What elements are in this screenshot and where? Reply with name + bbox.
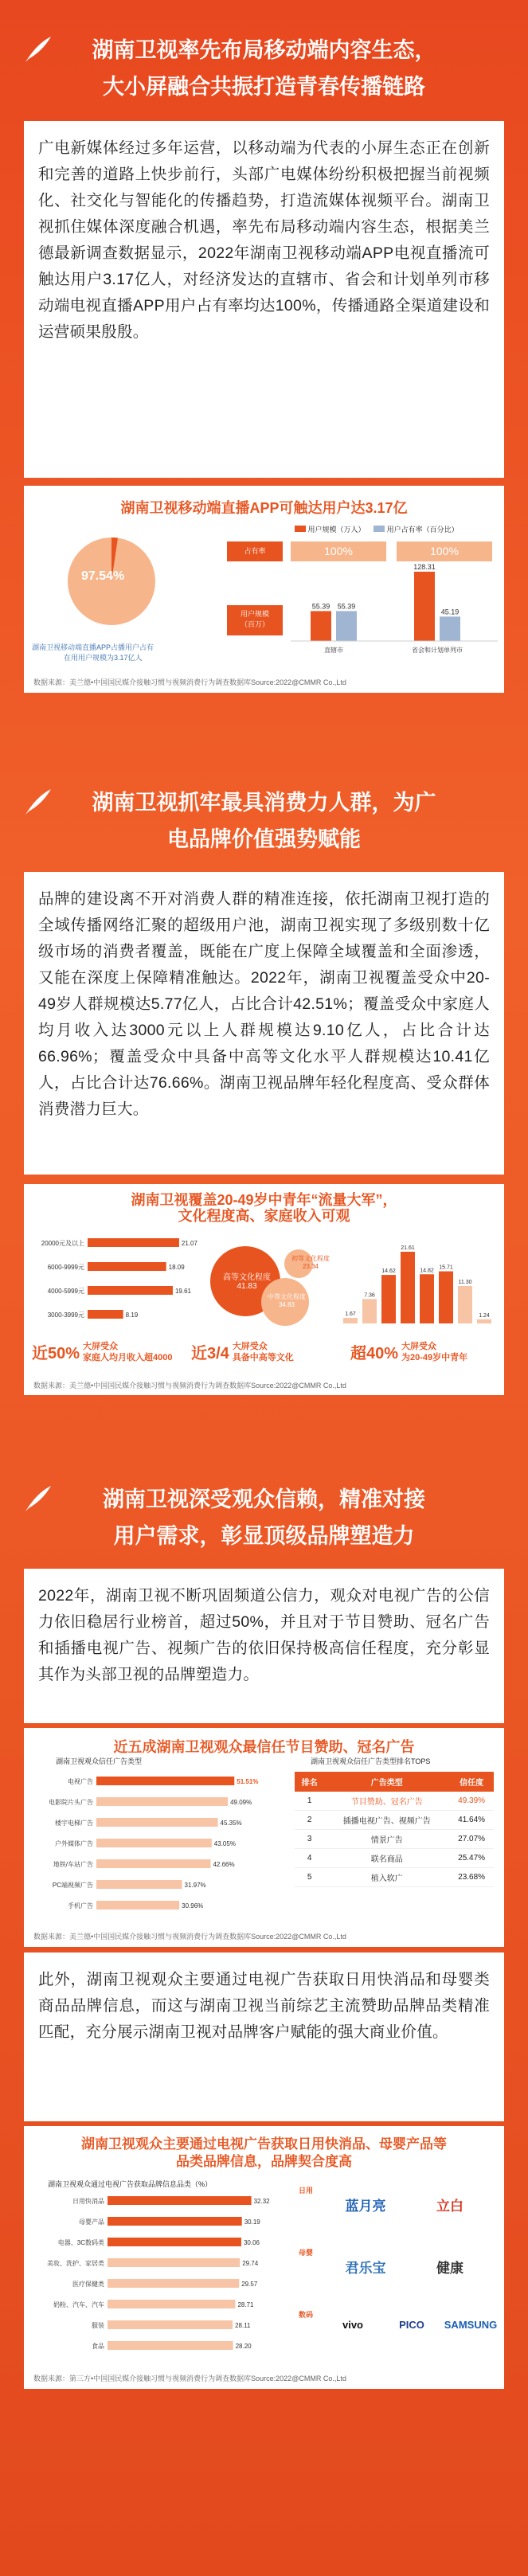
trust-label: 手机广告 [68,1902,93,1910]
category-value: 32.32 [253,2198,270,2205]
income-label: 4000-5999元 [47,1288,84,1295]
pct-b: 100% [397,541,492,561]
pie-value: 97.54% [81,569,125,583]
bubble-small: 初等文化程度 23.34 [291,1255,330,1270]
category-value: 28.11 [235,2322,251,2329]
panel-2-source: 数据来源：美兰德•中国国民媒介接触习惯与视频消费行为调查数据库Source:2022@CMMR Co.,Ltd [33,1382,346,1390]
panel-3-title: 近五成湖南卫视观众最信任节目赞助、冠名广告 [113,1739,415,1755]
age-bar [458,1286,472,1323]
big-label-number: 近3/4 [191,1345,229,1362]
table-cell: 节目赞助、冠名广告 [324,1792,449,1811]
income-bar [88,1310,123,1319]
table-cell: 植入软广 [324,1868,449,1887]
category-bar [108,2300,235,2308]
age-bar [439,1272,453,1323]
trust-label: 楼宇电梯广告 [55,1820,93,1827]
trust-value: 31.97% [184,1882,206,1889]
th-trust: 信任度 [449,1772,494,1792]
trust-bar [96,1839,212,1847]
brand-logo: 蓝月亮 [345,2199,386,2214]
income-label: 20000元及以上 [41,1240,84,1247]
trust-value: 49.09% [230,1799,252,1806]
age-value: 14.82 [420,1268,434,1274]
brand-logo: SAMSUNG [444,2319,498,2331]
big-label-number: 近50% [32,1345,80,1362]
panel-mobile-reach [24,486,504,693]
users-group-label: 直辖市 [324,647,343,654]
age-value: 11.30 [458,1279,472,1285]
table-cell: 49.39% [449,1792,494,1811]
income-bar [88,1238,179,1247]
big-label [350,1340,506,1363]
brand-logo: vivo [342,2319,363,2331]
panel-4-source: 数据来源：第三方•中国国民媒介接触习惯与视频消费行为调查数据库Source:2022@CMMR Co.,Ltd [33,2375,346,2383]
category-bar [108,2341,233,2350]
section-1-paragraph: 广电新媒体经过多年运营，以移动端为代表的小屏生态正在创新和完善的道路上快步前行，头部广电媒体纷纷积极把握当前视频化、社交化与智能化的传播趋势，打造流媒体视频平台。湖南卫视抓住媒体深度融合机遇，率先布局移动端内容生态，根据美兰德最新调查数据显示，2022年湖南卫视移动端APP电视直播流可触达用户3.17亿人，对经济发达的直辖市、省会和计划单列市移动端电视直播APP用户占有率均达100%，传播通路全渠道建设和运营硕果殷殷。 [38,139,490,341]
pct-a: 100% [291,541,386,561]
table-cell: 41.64% [449,1811,494,1830]
category-bar [108,2217,242,2226]
category-bar [108,2258,240,2267]
panel-categories [24,2126,504,2389]
table-row [295,1830,494,1849]
th-rank: 排名 [295,1772,324,1792]
trust-value: 42.66% [213,1861,235,1868]
users-bar [440,616,460,641]
brand-logo: PICO [399,2319,424,2331]
brand-logo: 健康 [436,2261,463,2276]
age-value: 21.61 [401,1245,415,1251]
age-bar [343,1318,358,1323]
brand-tag: 母婴 [299,2249,314,2257]
big-label-text: 大屏受众 家庭人均月收入超4000 [83,1341,173,1362]
users-bar-value: 128.31 [413,562,436,571]
category-label: 母婴产品 [79,2218,104,2226]
age-value: 14.62 [381,1268,396,1275]
panel-1-source: 数据来源：美兰德•中国国民媒介接触习惯与视频消费行为调查数据库Source:2022@CMMR Co.,Ltd [33,678,346,686]
category-bar [108,2238,241,2246]
users-bar [414,572,435,641]
section-1-title: 湖南卫视率先布局移动端内容生态， 大小屏融合共振打造青春传播链路 [0,32,528,105]
age-bar [420,1274,434,1323]
section-1-text-card [24,121,504,478]
age-bar [401,1252,415,1323]
trust-label: 电视广告 [68,1778,93,1785]
category-bar-chart [28,2193,291,2364]
users-bar [311,611,331,641]
trust-bar-chart [28,1772,283,1923]
category-value: 29.74 [242,2260,259,2267]
quill-icon [22,33,54,65]
income-bar-chart [30,1232,201,1335]
age-value: 7.36 [364,1292,375,1299]
section-3-paragraph-2: 此外，湖南卫视观众主要通过电视广告获取日用快消品和母婴类商品品牌信息，而这与湖南卫视当前综艺主流赞助品牌品类精准匹配，充分展示湖南卫视对品牌客户赋能的强大商业价值。 [38,1971,490,2041]
table-cell: 2 [295,1811,324,1830]
section-2-title: 湖南卫视抓牢最具消费力人群，为广 电品牌价值强势赋能 [0,784,528,858]
users-bar [336,611,357,641]
category-bar [108,2279,239,2288]
table-cell: 5 [295,1868,324,1887]
trust-label: PC端视频广告 [52,1882,93,1889]
table-cell: 23.68% [449,1868,494,1887]
trust-label: 地铁/车站广告 [53,1861,93,1868]
income-bar [88,1286,173,1295]
users-bar-chart [291,561,498,657]
income-value: 19.61 [174,1288,191,1295]
trust-bar [96,1818,218,1827]
row-label-users: 用户规模 （百万） [227,605,283,635]
category-bar [108,2320,233,2329]
panel-3-source: 数据来源：美兰德•中国国民媒介接触习惯与视频消费行为调查数据库Source:2022@CMMR Co.,Ltd [33,1933,346,1941]
brand-tag: 数码 [299,2311,314,2319]
category-value: 28.20 [235,2343,252,2350]
panel-trust [24,1728,504,1947]
panel-1-title: 湖南卫视移动端直播APP可触达用户达3.17亿 [120,500,408,516]
age-value: 1.67 [345,1311,356,1318]
category-value: 29.57 [241,2281,258,2288]
table-row [295,1792,494,1811]
category-label: 电器、3C数码类 [57,2239,104,2246]
panel-audience [24,1184,504,1395]
trust-label: 电影院片头广告 [49,1799,93,1806]
users-bar-value: 55.39 [337,602,356,611]
table-cell: 联名商品 [324,1849,449,1868]
th-type: 广告类型 [324,1772,449,1792]
table-cell: 25.47% [449,1849,494,1868]
category-label: 美妆、洗护、家居类 [47,2260,104,2267]
trust-label: 户外媒体广告 [55,1840,93,1847]
table-cell: 27.07% [449,1830,494,1849]
trust-bar [96,1880,182,1889]
age-value: 1.24 [479,1312,490,1319]
table-cell: 4 [295,1849,324,1868]
age-bar [362,1299,377,1323]
big-label-number: 超40% [350,1345,399,1362]
section-3-text-card [24,1569,504,1723]
users-bar-value: 55.39 [311,602,330,611]
brand-tag: 日用 [299,2187,314,2195]
age-bar [477,1319,491,1323]
trust-value: 30.96% [182,1902,204,1910]
income-value: 18.09 [168,1264,185,1271]
table-row [295,1849,494,1868]
pie-chart [32,530,199,641]
section-2-paragraph: 品牌的建设离不开对消费人群的精准连接，依托湖南卫视打造的全域传播网络汇聚的超级用户池，湖南卫视实现了多级别数十亿级市场的消费者覆盖，既能在广度上保障全域覆盖和全面渗透，又能在深度上保障精准触达。2022年，湖南卫视覆盖受众中20-49岁人群规模达5.77亿人，占比合计42.51%；覆盖受众中家庭人均月收入达3000元以上人群规模达9.10亿人，占比合计达66.96%；覆盖受众中具备中高等文化水平人群规模达10.41亿人，占比合计达76.66%。湖南卫视品牌年轻化程度高、受众群体消费潜力巨大。 [38,890,490,1118]
trust-bar [96,1777,234,1785]
category-value: 30.06 [243,2239,260,2246]
right-subtitle: 湖南卫视观众信任广告类型排名TOPS [311,1757,431,1765]
category-label: 奶粉、汽车、汽车 [53,2301,104,2308]
income-value: 21.07 [181,1240,198,1247]
users-bar-value: 45.19 [440,608,460,616]
big-label-text: 大屏受众 为20-49岁中青年 [401,1341,468,1362]
trust-value: 51.51% [237,1778,259,1785]
table-cell: 情景广告 [324,1830,449,1849]
users-group-label: 省会和计划单列市 [412,647,463,654]
age-bar [381,1275,396,1323]
table-row [295,1811,494,1830]
category-bar [108,2196,252,2205]
trust-bar [96,1797,228,1806]
big-label-text: 大屏受众 具备中高等文化 [232,1341,294,1362]
income-label: 6000-9999元 [47,1264,84,1271]
category-label: 日用快消品 [72,2198,104,2205]
category-value: 28.71 [237,2301,254,2308]
section-3-paragraph: 2022年，湖南卫视不断巩固频道公信力，观众对电视广告的公信力依旧稳居行业榜首，超过50%，并且对于节目赞助、冠名广告和插播电视广告、视频广告的依旧保持极高信任程度，充分彰显其作为头部卫视的品牌塑造力。 [38,1587,490,1683]
trust-table [295,1772,494,1887]
section-3-title: 湖南卫视深受观众信赖，精准对接 用户需求，彰显顶级品牌塑造力 [0,1481,528,1554]
panel-4-title: 湖南卫视观众主要通过电视广告获取日用快消品、母婴产品等 品类品牌信息，品牌契合度高 [81,2136,447,2169]
big-labels-row [32,1340,502,1375]
age-value: 15.71 [439,1265,453,1271]
big-label [32,1340,187,1363]
table-cell: 1 [295,1792,324,1811]
trust-bar [96,1859,210,1868]
section-2-text-card [24,872,504,1175]
quill-icon [22,786,54,818]
bubble-mid: 中等文化程度 34.83 [268,1293,306,1308]
table-row [295,1868,494,1887]
left-subtitle: 湖南卫视观众信任广告类型 [56,1757,143,1765]
brand-logo: 立白 [436,2199,463,2214]
quill-icon [22,1483,54,1515]
row-label-share: 占有率 [227,541,283,561]
income-label: 3000-3999元 [47,1311,84,1319]
panel-2-title: 湖南卫视覆盖20-49岁中青年“流量大军”， 文化程度高、家庭收入可观 [131,1192,397,1224]
category-label: 医疗保健类 [72,2281,104,2288]
category-value: 30.19 [244,2218,260,2226]
section-3b-text-card [24,1953,504,2121]
income-bar [88,1262,166,1271]
table-cell: 插播电视广告、视频广告 [324,1811,449,1830]
trust-value: 45.35% [220,1820,242,1827]
category-label: 食品 [92,2343,104,2350]
brand-logos [299,2182,498,2365]
trust-value: 43.05% [213,1840,236,1847]
trust-bar [96,1901,179,1910]
category-label: 服装 [92,2322,104,2329]
legend: 用户规模（万人） 用户占有率（百分比） [295,524,459,534]
brand-logo: 君乐宝 [345,2261,386,2276]
panel-4-subtitle: 湖南卫视观众通过电视广告获取品牌信息品类（%） [48,2180,213,2188]
big-label [191,1340,346,1363]
pie-caption: 湖南卫视移动端直播APP占播用户占有 在用用户规模为3.17亿人 [32,643,154,662]
table-cell: 3 [295,1830,324,1849]
age-bar-chart [338,1232,498,1335]
income-value: 8.19 [125,1311,139,1319]
bubble-big: 高等文化程度 41.83 [223,1273,271,1291]
